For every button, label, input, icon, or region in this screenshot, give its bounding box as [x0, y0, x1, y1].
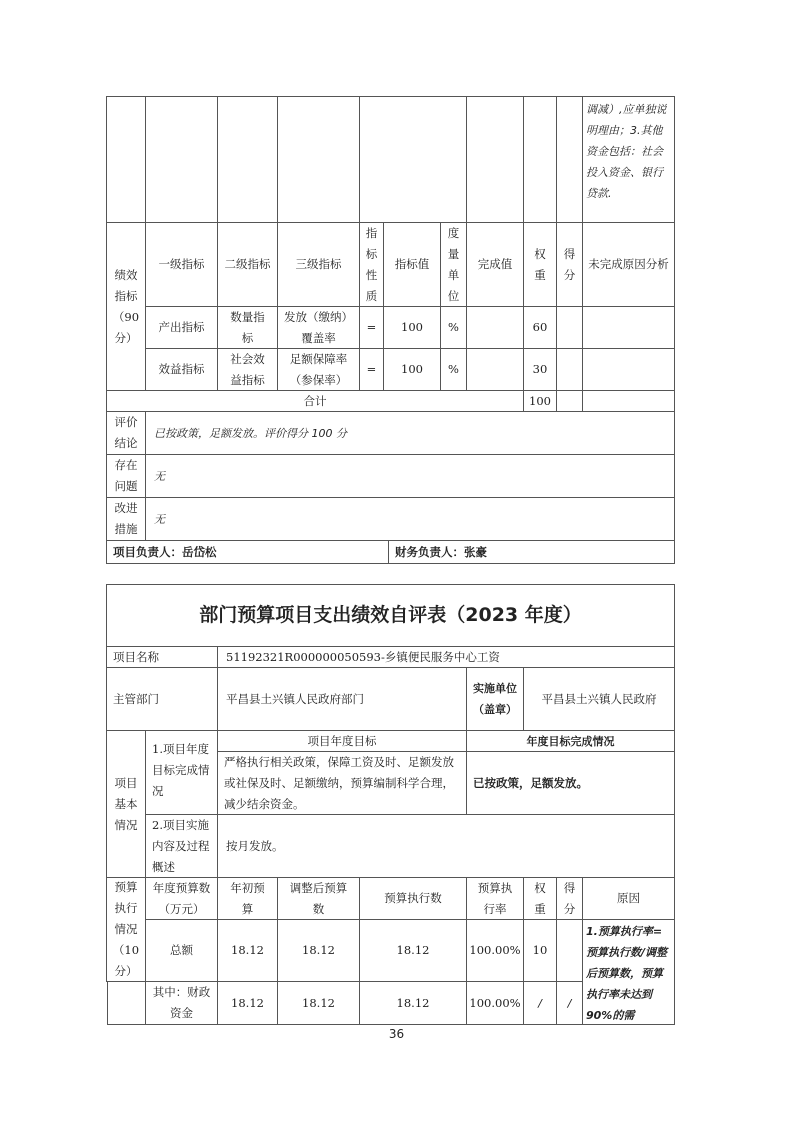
cont-cell	[145, 96, 218, 223]
budget-row-initial: 18.12	[217, 981, 278, 1025]
perf-row-value: 100	[383, 306, 441, 349]
perf-header: 指标性质	[359, 222, 384, 307]
perf-row-level2: 社会效益指标	[217, 348, 278, 391]
budget-header: 年初预算	[217, 877, 278, 920]
item2-label: 2.项目实施内容及过程概述	[145, 814, 218, 878]
budget-header: 原因	[582, 877, 675, 920]
budget-row-empty	[107, 981, 146, 1025]
perf-total-reason	[582, 390, 675, 412]
budget-section-label: 预算执行情况（10分）	[106, 877, 146, 982]
perf-row-unit: %	[440, 306, 467, 349]
goal-text: 严格执行相关政策，保障工资及时、足额发放或社保及时、足额缴纳，预算编制科学合理，减少结余资金。	[217, 751, 467, 815]
goal-header: 项目年度目标	[217, 730, 467, 752]
perf-header: 权重	[523, 222, 557, 307]
budget-row-name: 总额	[145, 919, 218, 982]
budget-row-weight: 10	[523, 919, 557, 982]
perf-header: 未完成原因分析	[582, 222, 675, 307]
budget-row-weight: /	[523, 981, 557, 1025]
budget-header: 调整后预算数	[277, 877, 360, 920]
budget-header: 预算执行率	[466, 877, 524, 920]
project-name-value: 51192321R000000050593-乡镇便民服务中心工资	[217, 646, 675, 668]
impl-value: 平昌县土兴镇人民政府	[523, 667, 675, 731]
cont-cell	[106, 96, 146, 223]
budget-row-executed: 18.12	[359, 981, 467, 1025]
perf-header: 一级指标	[145, 222, 218, 307]
perf-header: 得分	[556, 222, 583, 307]
item2-text: 按月发放。	[217, 814, 675, 878]
budget-row-score	[556, 919, 583, 982]
budget-row-adjusted: 18.12	[277, 919, 360, 982]
finance-lead: 财务负责人：张豪	[388, 540, 675, 564]
conclusion-text: 已按政策，足额发放。评价得分 100 分	[145, 411, 675, 455]
perf-header: 完成值	[466, 222, 524, 307]
budget-row-adjusted: 18.12	[277, 981, 360, 1025]
funding-note: 调减）,应单独说明理由；3.其他资金包括：社会投入资金、银行贷款.	[582, 96, 675, 223]
perf-header: 度量单位	[440, 222, 467, 307]
perf-row-reason	[582, 348, 675, 391]
perf-row-level3: 发放（缴纳）覆盖率	[277, 306, 360, 349]
basic-label: 项目基本情况	[106, 730, 146, 878]
improve-text: 无	[145, 497, 675, 541]
budget-row-score: /	[556, 981, 583, 1025]
budget-header: 权重	[523, 877, 557, 920]
budget-header: 年度预算数（万元）	[145, 877, 218, 920]
budget-header: 预算执行数	[359, 877, 467, 920]
perf-header: 指标值	[383, 222, 441, 307]
dept-value: 平昌县土兴镇人民政府部门	[217, 667, 467, 731]
cont-cell	[277, 96, 360, 223]
perf-row-nature: =	[359, 348, 384, 391]
perf-row-level3: 足额保障率（参保率）	[277, 348, 360, 391]
perf-total-score	[556, 390, 583, 412]
dept-label: 主管部门	[106, 667, 218, 731]
perf-row-weight: 60	[523, 306, 557, 349]
cont-cell	[556, 96, 583, 223]
project-name-label: 项目名称	[106, 646, 218, 668]
perf-row-score	[556, 348, 583, 391]
perf-section-label: 绩效指标（90分）	[106, 222, 146, 391]
cont-cell	[466, 96, 524, 223]
budget-row-initial: 18.12	[217, 919, 278, 982]
perf-header: 二级指标	[217, 222, 278, 307]
perf-row-unit: %	[440, 348, 467, 391]
budget-row-rate: 100.00%	[466, 981, 524, 1025]
perf-total-label: 合计	[106, 390, 524, 412]
page-number: 36	[388, 1027, 405, 1041]
form-title: 部门预算项目支出绩效自评表（2023 年度）	[106, 584, 675, 647]
perf-row-reason	[582, 306, 675, 349]
perf-row-done	[466, 348, 524, 391]
project-lead: 项目负责人：岳岱松	[106, 540, 389, 564]
impl-label: 实施单位（盖章）	[466, 667, 524, 731]
budget-reason: 1.预算执行率=预算执行数/调整后预算数，预算执行率未达到 90%的需	[582, 919, 675, 1025]
perf-row-done	[466, 306, 524, 349]
perf-header: 三级指标	[277, 222, 360, 307]
cont-cell	[217, 96, 278, 223]
perf-total-weight: 100	[523, 390, 557, 412]
problems-text: 无	[145, 454, 675, 498]
cont-cell	[523, 96, 557, 223]
budget-header: 得分	[556, 877, 583, 920]
budget-row-rate: 100.00%	[466, 919, 524, 982]
conclusion-label: 评价结论	[106, 411, 146, 455]
perf-row-value: 100	[383, 348, 441, 391]
improve-label: 改进措施	[106, 497, 146, 541]
perf-row-level1: 产出指标	[145, 306, 218, 349]
done-header: 年度目标完成情况	[466, 730, 675, 752]
budget-row-executed: 18.12	[359, 919, 467, 982]
cont-cell	[359, 96, 467, 223]
item1-label: 1.项目年度目标完成情况	[145, 730, 218, 815]
done-text: 已按政策，足额发放。	[466, 751, 675, 815]
problems-label: 存在问题	[106, 454, 146, 498]
perf-row-nature: =	[359, 306, 384, 349]
perf-row-level2: 数量指标	[217, 306, 278, 349]
perf-row-level1: 效益指标	[145, 348, 218, 391]
perf-row-score	[556, 306, 583, 349]
perf-row-weight: 30	[523, 348, 557, 391]
budget-row-name: 其中：财政资金	[145, 981, 218, 1025]
